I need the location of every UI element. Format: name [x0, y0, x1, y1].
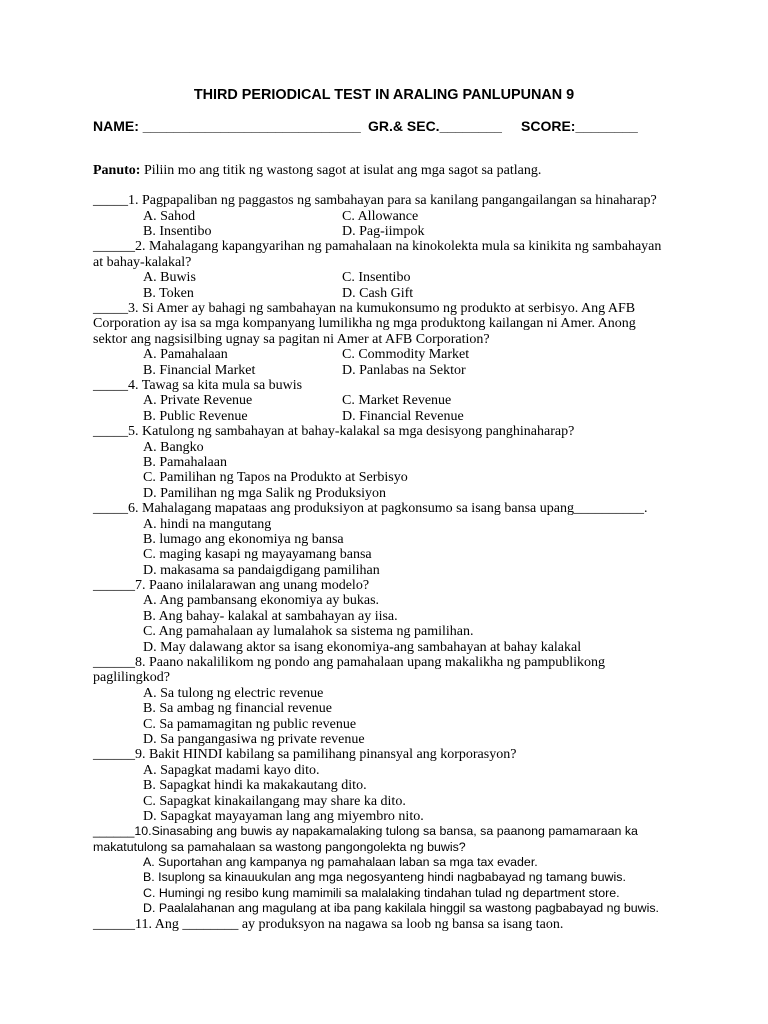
- question-8: [93, 655, 661, 747]
- question-text: 10.Sinasabing ang buwis ay napakamalaking tulong sa bansa, sa paanong pamamaraan ka: [134, 824, 638, 839]
- choice-b: B. lumago ang ekonomiya ng bansa: [143, 531, 344, 547]
- question-text: 2. Mahalagang kapangyarihan ng pamahalaan na kinokolekta mula sa kinikita ng sambahayan: [135, 239, 662, 255]
- question-5: [93, 424, 661, 501]
- choice-a: A. Sapagkat madami kayo dito.: [143, 762, 320, 778]
- answer-blank: ______: [93, 824, 135, 839]
- choice-d: D. Pag-iimpok: [342, 224, 425, 240]
- instructions-text: Piliin mo ang titik ng wastong sagot at isulat ang mga sagot sa patlang.: [143, 163, 542, 178]
- answer-blank: ______: [93, 655, 135, 671]
- question-7: [93, 578, 661, 655]
- choice-a: A. hindi na mangutang: [143, 516, 272, 532]
- instructions: [93, 163, 541, 179]
- choice-c: C. maging kasapi ng mayayamang bansa: [143, 547, 372, 563]
- question-prompt: [93, 301, 661, 316]
- choice-c: C. Allowance: [342, 208, 419, 224]
- answer-blank: _____: [93, 501, 128, 517]
- choice-a: A. Sahod: [143, 208, 196, 224]
- question-4: [93, 378, 661, 424]
- instructions-label: Panuto:: [93, 163, 141, 178]
- name-field-label: NAME: ____________________________: [93, 118, 361, 134]
- choice-d: D. Paalalahanan ang magulang at iba pang kakilala hinggil sa wastong pagbabayad ng buwis.: [143, 901, 659, 916]
- question-text-continued: at bahay-kalakal?: [93, 254, 192, 270]
- choice-a: A. Ang pambansang ekonomiya ay bukas.: [143, 593, 380, 609]
- choices: [93, 270, 661, 301]
- question-text-continued: makatutulong sa pamahalaan sa wastong pangongolekta ng buwis?: [93, 839, 466, 854]
- choices: [93, 855, 661, 917]
- question-prompt: [93, 378, 661, 393]
- choice-c: C. Ang pamahalaan ay lumalahok sa sistema ng pamilihan.: [143, 624, 474, 640]
- answer-blank: _____: [93, 301, 128, 317]
- question-list: [93, 193, 661, 932]
- choice-a: A. Private Revenue: [143, 393, 253, 409]
- test-title: THIRD PERIODICAL TEST IN ARALING PANLUPUNAN 9: [193, 87, 575, 103]
- choice-d: D. Sapagkat mayayaman lang ang miyembro nito.: [143, 808, 424, 824]
- question-6: [93, 501, 661, 578]
- choice-d: D. makasama sa pandaigdigang pamilihan: [143, 562, 380, 578]
- question-text: 7. Paano inilalarawan ang unang modelo?: [135, 578, 370, 594]
- question-text: 1. Pagpapaliban ng paggastos ng sambahayan para sa kanilang pangangailangan sa hinaharap?: [128, 193, 657, 209]
- choice-b: B. Ang bahay- kalakal at sambahayan ay iisa.: [143, 608, 398, 624]
- answer-blank: _____: [93, 193, 128, 209]
- choices: [93, 517, 661, 579]
- question-text-continued: Corporation ay isa sa mga kompanyang lumilikha ng mga produktong kailangan ni Amer. Anong: [93, 316, 636, 332]
- score-field-label: SCORE:________: [521, 118, 638, 134]
- question-text-continued: paglilingkod?: [93, 670, 170, 686]
- answer-blank: _____: [93, 424, 128, 440]
- question-prompt: [93, 578, 661, 593]
- choice-b: B. Insentibo: [143, 224, 212, 240]
- choice-d: D. Cash Gift: [342, 285, 414, 301]
- answer-blank: ______: [93, 916, 135, 932]
- choices: [93, 763, 661, 825]
- question-text-continued: sektor ang nagsisilbing ugnay sa pagitan ni Amer at AFB Corporation?: [93, 331, 490, 347]
- choice-a: A. Pamahalaan: [143, 347, 228, 363]
- choices: [93, 347, 661, 378]
- choice-b: B. Token: [143, 285, 194, 301]
- choice-b: B. Sapagkat hindi ka makakautang dito.: [143, 778, 367, 794]
- question-prompt: [93, 501, 661, 516]
- question-3: [93, 301, 661, 378]
- question-text: 11. Ang ________ ay produksyon na nagawa sa loob ng bansa sa isang taon.: [135, 916, 564, 932]
- answer-blank: ______: [93, 239, 135, 255]
- choice-c: C. Pamilihan ng Tapos na Produkto at Serbisyo: [143, 470, 408, 486]
- choice-c: C. Commodity Market: [342, 347, 470, 363]
- choice-c: C. Sa pamamagitan ng public revenue: [143, 716, 357, 732]
- choice-c: C. Market Revenue: [342, 393, 452, 409]
- choices: [93, 686, 661, 748]
- choice-b: B. Isuplong sa kinauukulan ang mga negosyanteng hindi nagbabayad ng tamang buwis.: [143, 870, 626, 885]
- choice-a: A. Bangko: [143, 439, 204, 455]
- answer-blank: ______: [93, 578, 135, 594]
- question-10: [93, 824, 661, 916]
- question-prompt: [93, 193, 661, 208]
- choice-d: D. Financial Revenue: [342, 408, 464, 424]
- question-prompt: [93, 424, 661, 439]
- question-text: 5. Katulong ng sambahayan at bahay-kalakal sa mga desisyong panghinaharap?: [128, 424, 575, 440]
- choice-b: B. Financial Market: [143, 362, 256, 378]
- choice-c: C. Insentibo: [342, 270, 411, 286]
- question-11: [93, 917, 661, 932]
- choice-c: C. Humingi ng resibo kung mamimili sa malalaking tindahan tulad ng department store.: [143, 885, 620, 900]
- choice-d: D. Panlabas na Sektor: [342, 362, 466, 378]
- question-1: [93, 193, 661, 239]
- choice-a: A. Buwis: [143, 270, 196, 286]
- choice-a: A. Sa tulong ng electric revenue: [143, 685, 324, 701]
- choices: [93, 209, 661, 240]
- answer-blank: _____: [93, 377, 128, 393]
- question-text: 6. Mahalagang mapataas ang produksiyon at pagkonsumo sa isang bansa upang__________.: [128, 501, 648, 517]
- choice-d: D. Pamilihan ng mga Salik ng Produksiyon: [143, 485, 387, 501]
- question-prompt: [93, 655, 661, 670]
- question-prompt: [93, 747, 661, 762]
- question-text: 3. Si Amer ay bahagi ng sambahayan na kumukonsumo ng produkto at serbisyo. Ang AFB: [128, 301, 636, 317]
- choice-d: D. Sa pangangasiwa ng private revenue: [143, 731, 365, 747]
- choice-b: B. Public Revenue: [143, 408, 248, 424]
- question-prompt: [93, 824, 661, 839]
- question-text: 9. Bakit HINDI kabilang sa pamilihang pinansyal ang korporasyon?: [135, 747, 517, 763]
- question-text: 8. Paano nakalilikom ng pondo ang pamahalaan upang makalikha ng pampublikong: [135, 655, 606, 671]
- question-9: [93, 747, 661, 824]
- choice-b: B. Sa ambag ng financial revenue: [143, 701, 332, 717]
- choices: [93, 593, 661, 655]
- choices: [93, 440, 661, 502]
- question-text: 4. Tawag sa kita mula sa buwis: [128, 377, 303, 393]
- choice-d: D. May dalawang aktor sa isang ekonomiya-ang sambahayan at bahay kalakal: [143, 639, 582, 655]
- choice-b: B. Pamahalaan: [143, 454, 227, 470]
- choices: [93, 393, 661, 424]
- question-prompt: [93, 917, 661, 932]
- question-prompt: [93, 239, 661, 254]
- choice-c: C. Sapagkat kinakailangang may share ka dito.: [143, 793, 406, 809]
- choice-a: A. Suportahan ang kampanya ng pamahalaan laban sa mga tax evader.: [143, 855, 538, 870]
- answer-blank: ______: [93, 747, 135, 763]
- grade-section-field-label: GR.& SEC.________: [368, 118, 502, 134]
- question-2: [93, 239, 661, 301]
